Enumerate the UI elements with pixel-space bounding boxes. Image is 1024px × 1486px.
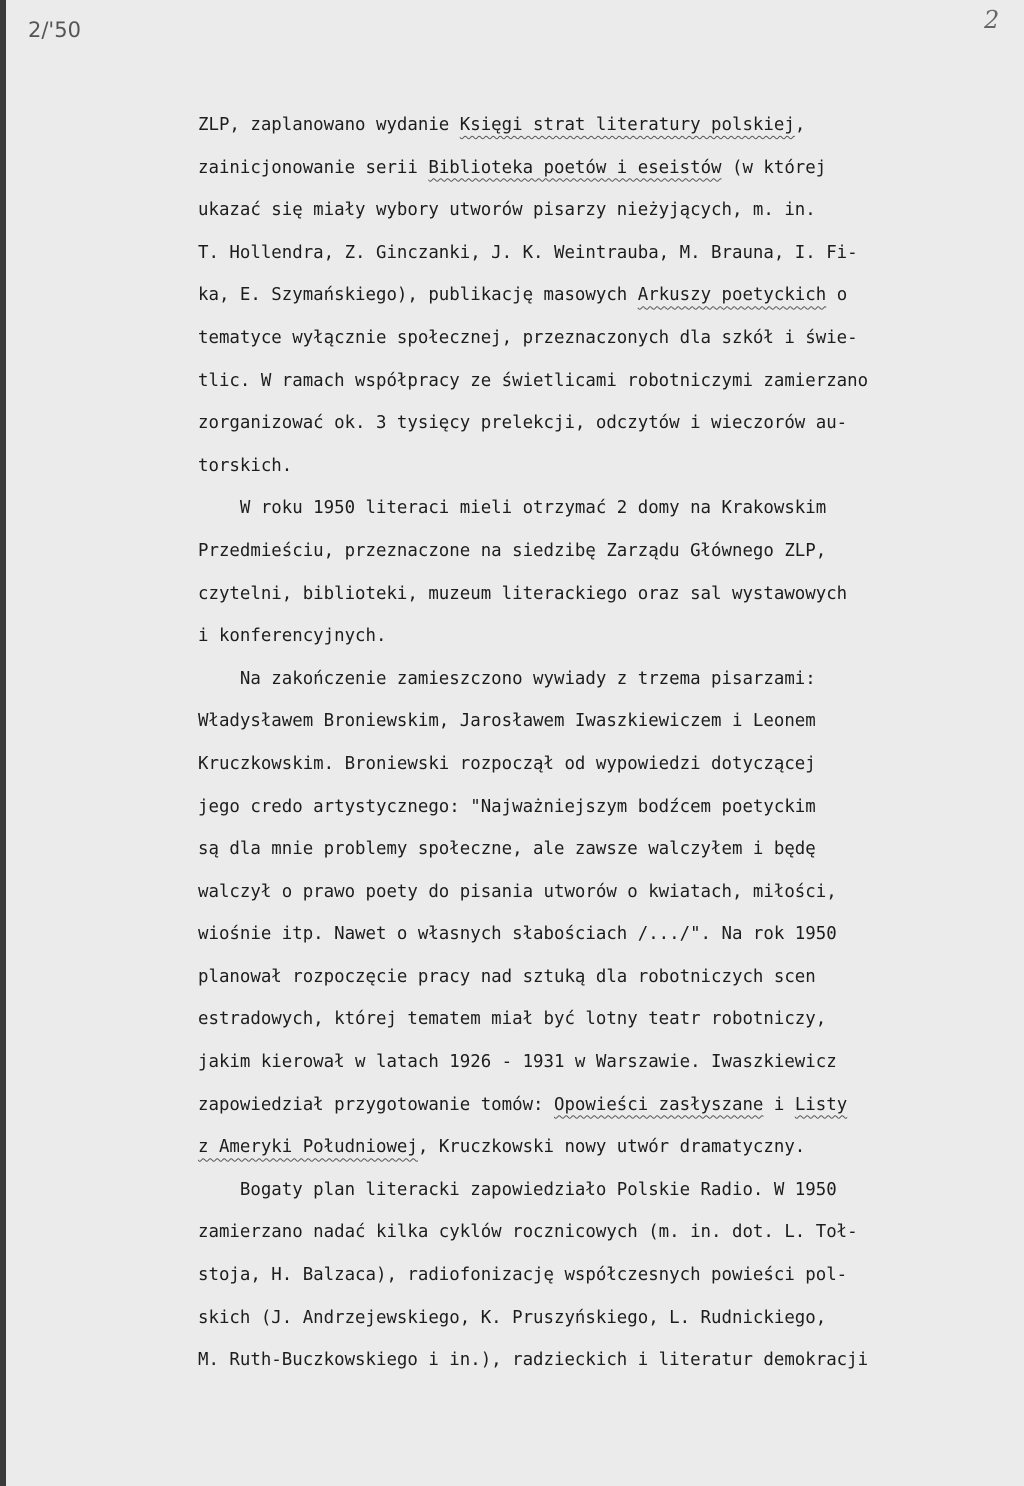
- text-line: [198, 1339, 1016, 1382]
- underlined-title: Arkuszy poetyckich: [637, 285, 827, 306]
- text-line: [198, 871, 1016, 914]
- text-line: [198, 1084, 1016, 1127]
- text-segment: tlic. W ramach współpracy ze świetlicami robotniczymi zamierzano: [198, 370, 869, 391]
- text-line: [198, 445, 1016, 488]
- text-segment: torskich.: [198, 455, 293, 476]
- text-segment: Kruczkowskim. Broniewski rozpoczął od wypowiedzi dotyczącej: [198, 753, 816, 774]
- text-segment: jakim kierował w latach 1926 - 1931 w Warszawie. Iwaszkiewicz: [198, 1052, 837, 1073]
- text-segment: jego credo artystycznego: "Najważniejszym bodźcem poetyckim: [198, 796, 816, 817]
- page-left-edge: [0, 0, 6, 1486]
- text-line: [198, 360, 1016, 403]
- handwritten-corner-note: 2/'50: [28, 18, 81, 42]
- text-line: [198, 1297, 1016, 1340]
- text-segment: tematyce wyłącznie społecznej, przeznaczonych dla szkół i świe-: [198, 327, 858, 348]
- text-segment: ka, E. Szymańskiego), publikację masowych: [198, 285, 638, 306]
- text-line: [198, 743, 1016, 786]
- text-line: [198, 402, 1016, 445]
- text-line: [198, 232, 1016, 275]
- text-line: [198, 147, 1016, 190]
- text-segment: zainicjonowanie serii: [198, 157, 429, 178]
- text-line: [198, 1211, 1016, 1254]
- text-line: [198, 487, 1016, 530]
- text-segment: M. Ruth-Buczkowskiego i in.), radzieckich i literatur demokracji: [198, 1350, 869, 1371]
- text-segment: zorganizować ok. 3 tysięcy prelekcji, odczytów i wieczorów au-: [198, 413, 848, 434]
- text-line: [198, 189, 1016, 232]
- text-segment: zamierzano nadać kilka cyklów rocznicowych (m. in. dot. L. Toł-: [198, 1222, 858, 1243]
- underlined-title: Listy: [794, 1094, 848, 1115]
- text-segment: ,: [794, 115, 806, 135]
- text-segment: T. Hollendra, Z. Ginczanki, J. K. Weintrauba, M. Brauna, I. Fi-: [198, 242, 858, 263]
- text-segment: ukazać się miały wybory utworów pisarzy nieżyjących, m. in.: [198, 200, 816, 221]
- text-segment: skich (J. Andrzejewskiego, K. Pruszyńskiego, L. Rudnickiego,: [198, 1307, 827, 1328]
- text-segment: W roku 1950 literaci mieli otrzymać 2 domy na Krakowskim: [198, 498, 827, 519]
- text-line: [198, 104, 1016, 147]
- text-line: [198, 1254, 1016, 1297]
- text-segment: (w której: [721, 157, 827, 178]
- text-segment: Na zakończenie zamieszczono wywiady z trzema pisarzami:: [198, 668, 816, 689]
- text-line: [198, 615, 1016, 658]
- text-line: [198, 786, 1016, 829]
- text-segment: walczył o prawo poety do pisania utworów o kwiatach, miłości,: [198, 881, 837, 902]
- text-line: [198, 1041, 1016, 1084]
- underlined-title: z Ameryki Południowej: [198, 1137, 418, 1158]
- text-line: [198, 317, 1016, 360]
- text-line: [198, 658, 1016, 701]
- text-line: [198, 700, 1016, 743]
- text-segment: Przedmieściu, przeznaczone na siedzibę Zarządu Głównego ZLP,: [198, 540, 827, 561]
- text-segment: i: [763, 1094, 795, 1115]
- text-line: [198, 530, 1016, 573]
- text-segment: planował rozpoczęcie pracy nad sztuką dla robotniczych scen: [198, 966, 816, 987]
- underlined-title: Księgi strat literatury polskiej: [459, 115, 795, 135]
- underlined-title: Biblioteka poetów i eseistów: [428, 157, 722, 178]
- text-line: [198, 1126, 1016, 1169]
- text-segment: czytelni, biblioteki, muzeum literackiego oraz sal wystawowych: [198, 583, 848, 604]
- text-segment: i konferencyjnych.: [198, 626, 387, 647]
- text-line: [198, 828, 1016, 871]
- text-line: [198, 998, 1016, 1041]
- typed-text-body: [198, 104, 1016, 1382]
- underlined-title: Opowieści zasłyszane: [553, 1094, 764, 1115]
- text-segment: stoja, H. Balzaca), radiofonizację współczesnych powieści pol-: [198, 1265, 848, 1286]
- text-line: [198, 573, 1016, 616]
- text-segment: zapowiedział przygotowanie tomów:: [198, 1094, 554, 1115]
- text-line: [198, 956, 1016, 999]
- text-line: [198, 274, 1016, 317]
- text-line: [198, 913, 1016, 956]
- page-number: 2: [984, 6, 1000, 34]
- text-segment: o: [826, 285, 848, 306]
- text-line: [198, 1169, 1016, 1212]
- text-segment: , Kruczkowski nowy utwór dramatyczny.: [417, 1137, 806, 1158]
- text-segment: wiośnie itp. Nawet o własnych słabościach /.../". Na rok 1950: [198, 924, 837, 945]
- text-segment: estradowych, której tematem miał być lotny teatr robotniczy,: [198, 1009, 827, 1030]
- text-segment: ZLP, zaplanowano wydanie: [198, 115, 460, 135]
- text-segment: Bogaty plan literacki zapowiedziało Polskie Radio. W 1950: [198, 1179, 837, 1200]
- text-segment: Władysławem Broniewskim, Jarosławem Iwaszkiewiczem i Leonem: [198, 711, 816, 732]
- text-segment: są dla mnie problemy społeczne, ale zawsze walczyłem i będę: [198, 839, 816, 860]
